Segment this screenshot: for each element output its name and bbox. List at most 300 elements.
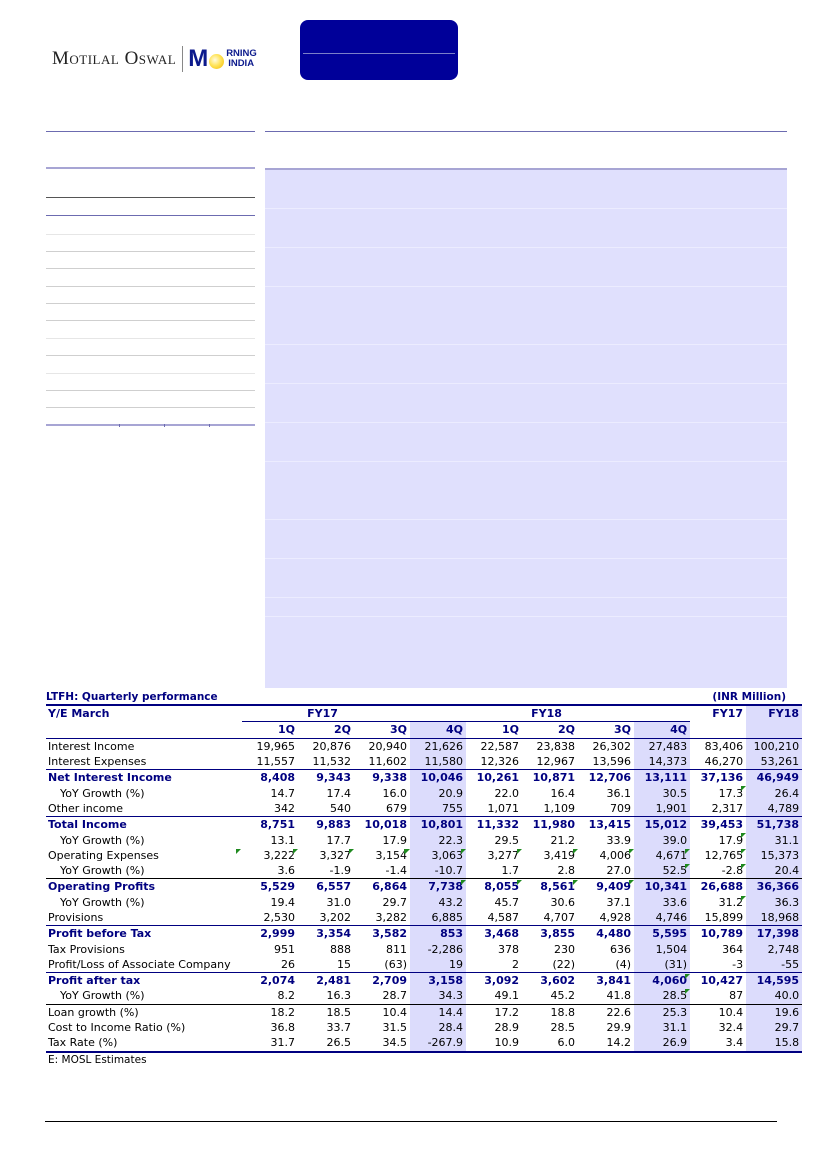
brand-divider <box>182 46 183 72</box>
cell-value: 28.5 <box>550 1021 576 1035</box>
cell-value: 52.5 <box>634 863 690 879</box>
quarter-header: 1Q <box>242 722 298 738</box>
cell-value: 15,899 <box>704 911 744 924</box>
left-table-rule <box>46 234 255 235</box>
table-row <box>46 957 802 973</box>
cell-value: 10.4 <box>690 1004 746 1020</box>
left-table-rule <box>46 303 255 304</box>
cell-value: 2,530 <box>263 911 295 924</box>
cell-value: 8,751 <box>242 817 298 833</box>
cell-value: 755 <box>410 801 466 817</box>
cell-value: 3,222 <box>242 848 298 863</box>
row-label: Tax Provisions <box>48 942 125 956</box>
cell-value: 87 <box>729 989 744 1003</box>
cell-value: 13.1 <box>270 833 295 847</box>
cell-value: 18.8 <box>522 1004 578 1020</box>
table-row <box>46 988 802 1004</box>
cell-value: 11,332 <box>466 817 522 833</box>
row-label: Profit before Tax <box>46 926 242 942</box>
cell-value: 2 <box>512 957 520 971</box>
cell-value: 31.2 <box>690 895 746 910</box>
cell-value: 53,261 <box>746 754 802 770</box>
left-table-rule <box>46 268 255 269</box>
cell-value: 29.7 <box>746 1020 802 1035</box>
cell-value: 11,980 <box>522 817 578 833</box>
cell-value: 2,074 <box>242 973 298 989</box>
cell-value: 29.5 <box>494 833 520 847</box>
cell-value: 2,481 <box>298 973 354 989</box>
cell-value: 2,748 <box>746 941 802 956</box>
cell-value: 10.9 <box>466 1035 522 1051</box>
cell-value: 3,354 <box>298 926 354 942</box>
cell-value: -1.9 <box>329 864 351 878</box>
table-row <box>46 738 802 754</box>
cell-value: 3,419 <box>522 848 578 863</box>
cell-value: 20,940 <box>354 738 410 754</box>
row-label: YoY Growth (%) <box>60 895 145 909</box>
cell-value: 10.4 <box>354 1004 410 1020</box>
cell-value: 14,595 <box>746 973 802 989</box>
cell-value: 3,202 <box>319 911 351 924</box>
cell-value: 15 <box>337 957 351 971</box>
cell-value: 3,855 <box>522 926 578 942</box>
cell-value: 3,327 <box>298 848 354 863</box>
row-label: Other income <box>48 801 124 815</box>
panel-row-divider <box>265 519 787 520</box>
cell-value: (63) <box>384 957 407 971</box>
cell-value: 19.4 <box>270 895 295 909</box>
cell-value: 28.7 <box>382 989 407 1003</box>
cell-value: 14,373 <box>634 754 690 770</box>
cell-value: 28.9 <box>494 1021 520 1035</box>
cell-value: 22.6 <box>578 1004 634 1020</box>
cell-value: -1.4 <box>385 864 407 878</box>
cell-value: 2,709 <box>354 973 410 989</box>
cell-value: 3,282 <box>375 911 407 924</box>
cell-value: 1,504 <box>634 941 690 956</box>
cell-value: 37.1 <box>606 895 632 909</box>
cell-value: 8,055 <box>466 879 522 895</box>
cell-value: -10.7 <box>410 863 466 879</box>
cell-value: 6,885 <box>410 910 466 926</box>
cell-value: 853 <box>410 926 466 942</box>
cell-value: 29.7 <box>382 895 407 909</box>
cell-value: 15.8 <box>746 1035 802 1051</box>
cell-value: 7,738 <box>410 879 466 895</box>
quarterly-table <box>46 704 802 1053</box>
cell-value: 6,864 <box>354 879 410 895</box>
cell-value: 33.7 <box>326 1021 351 1035</box>
cell-value: 3.6 <box>277 864 295 878</box>
cell-value: 27.0 <box>606 864 632 878</box>
table-row <box>46 863 802 879</box>
cell-value: 14.4 <box>410 1004 466 1020</box>
cell-value: 4,060 <box>634 973 690 989</box>
cell-value: 29.9 <box>606 1021 632 1035</box>
panel-row-divider <box>265 422 787 423</box>
cell-value: 17.4 <box>326 786 351 800</box>
cell-value: (31) <box>634 957 690 973</box>
quarter-header: 3Q <box>354 722 410 738</box>
cell-value: 3,468 <box>466 926 522 942</box>
cell-value: 28.5 <box>634 988 690 1004</box>
cell-value: 5,595 <box>634 926 690 942</box>
cell-value: 30.5 <box>634 785 690 800</box>
cell-value: 34.5 <box>354 1035 410 1051</box>
cell-value: 2,317 <box>711 801 744 815</box>
cell-value: 3.4 <box>690 1035 746 1051</box>
cell-value: 21.2 <box>550 833 576 847</box>
panel-row-divider <box>265 616 787 617</box>
cell-value: 21,626 <box>410 738 466 754</box>
group-header-fy18: FY18 <box>466 705 690 722</box>
cell-value: 10,341 <box>634 879 690 895</box>
left-table-rule <box>46 251 255 252</box>
brand-secondary-stack <box>225 49 257 69</box>
table-row <box>46 941 802 956</box>
row-label: Operating Profits <box>46 879 242 895</box>
cell-value: 4,587 <box>487 911 520 924</box>
table-row <box>46 848 802 863</box>
cell-value: 51,738 <box>746 817 802 833</box>
left-table-rule <box>46 407 255 408</box>
cell-value: 26,688 <box>690 879 746 895</box>
cell-value: 26 <box>281 957 295 971</box>
cell-value: 33.9 <box>606 833 632 847</box>
cell-value: 31.1 <box>746 832 802 847</box>
cell-value: 10,018 <box>354 817 410 833</box>
table-row <box>46 879 802 895</box>
quarterly-performance-table <box>46 690 800 1067</box>
row-label: Loan growth (%) <box>46 1004 242 1020</box>
cell-value: 25.3 <box>634 1004 690 1020</box>
header-row-years <box>46 705 802 722</box>
cell-value: 8.2 <box>277 989 295 1003</box>
cell-value: 27,483 <box>634 738 690 754</box>
brand-primary: Motilal Oswal <box>52 48 177 69</box>
table-row <box>46 801 802 817</box>
cell-value: 36,366 <box>746 879 802 895</box>
cell-value: 5,529 <box>242 879 298 895</box>
cell-value: 26.5 <box>298 1035 354 1051</box>
left-table-header-rule <box>46 167 255 169</box>
cell-value: 16.3 <box>326 989 351 1003</box>
cell-value: 11,532 <box>312 755 351 769</box>
cell-value: 31.0 <box>326 895 351 909</box>
cell-value: 8,408 <box>242 770 298 786</box>
cell-value: -267.9 <box>410 1035 466 1051</box>
quarter-header: 4Q <box>634 722 690 738</box>
cell-value: 14.7 <box>270 786 295 800</box>
row-label: YoY Growth (%) <box>60 833 145 847</box>
cell-value: 4,789 <box>746 801 802 817</box>
row-label: Net Interest Income <box>46 770 242 786</box>
table-row <box>46 1004 802 1020</box>
cell-value: 19 <box>410 957 466 973</box>
cell-value: (4) <box>615 957 632 971</box>
cell-value: 9,343 <box>298 770 354 786</box>
cell-value: 22.0 <box>494 786 520 800</box>
cell-value: 17.2 <box>466 1004 522 1020</box>
cell-value: 13,111 <box>634 770 690 786</box>
cell-value: 12,967 <box>536 755 576 769</box>
cell-value: 15,373 <box>746 848 802 863</box>
cell-value: 13,415 <box>578 817 634 833</box>
quarter-header: 2Q <box>522 722 578 738</box>
cell-value: 43.2 <box>410 895 466 910</box>
cell-value: 9,409 <box>578 879 634 895</box>
cell-value: 26.4 <box>746 785 802 800</box>
cell-value: 36.8 <box>270 1021 295 1035</box>
table-row <box>46 754 802 770</box>
footer-rule <box>45 1121 777 1122</box>
cell-value: 28.4 <box>410 1020 466 1035</box>
cell-value: 10,789 <box>690 926 746 942</box>
cell-value: 17.9 <box>382 833 407 847</box>
header-title-divider <box>303 53 455 54</box>
cell-value: 8,561 <box>522 879 578 895</box>
cell-value: 13,596 <box>592 755 632 769</box>
cell-value: 45.7 <box>494 895 520 909</box>
cell-value: 3,063 <box>410 848 466 863</box>
quarter-header: 2Q <box>298 722 354 738</box>
cell-value: 10,427 <box>690 973 746 989</box>
cell-value: 20.4 <box>746 863 802 879</box>
table-row <box>46 973 802 989</box>
left-table-rule <box>46 197 255 198</box>
cell-value: 34.3 <box>410 988 466 1004</box>
cell-value: 17.3 <box>690 785 746 800</box>
row-label: Tax Rate (%) <box>46 1035 242 1051</box>
cell-value: 4,746 <box>634 910 690 926</box>
row-label: YoY Growth (%) <box>60 786 145 800</box>
quarter-header: 4Q <box>410 722 466 738</box>
cell-value: 45.2 <box>550 989 576 1003</box>
cell-value: 17.9 <box>690 832 746 847</box>
panel-row-divider <box>265 286 787 287</box>
header-row-quarters <box>46 722 802 738</box>
cell-value: 679 <box>386 801 407 815</box>
right-panel-top-rule <box>265 131 787 132</box>
cell-value: 17,398 <box>746 926 802 942</box>
cell-value: 709 <box>610 801 632 815</box>
right-shaded-panel <box>265 168 787 688</box>
cell-value: 39.0 <box>634 832 690 847</box>
cell-value: 20,876 <box>298 738 354 754</box>
annual-header-fy17: FY17 <box>690 705 746 722</box>
table-footnote: E: MOSL Estimates <box>48 1053 147 1066</box>
cell-value: 6.0 <box>522 1035 578 1051</box>
cell-value: 2.8 <box>557 864 576 878</box>
table-row <box>46 926 802 942</box>
row-label: Interest Expenses <box>48 755 147 769</box>
left-table-rule <box>46 338 255 339</box>
cell-value: (22) <box>552 957 576 971</box>
cell-value: 41.8 <box>606 989 632 1003</box>
cell-value: 1,109 <box>543 801 576 815</box>
cell-value: 1,901 <box>634 801 690 817</box>
table-row <box>46 910 802 926</box>
cell-value: 33.6 <box>634 895 690 910</box>
cell-value: 46,949 <box>746 770 802 786</box>
cell-value: 3,582 <box>354 926 410 942</box>
table-unit: (INR Million) <box>712 691 786 703</box>
cell-value: 4,480 <box>578 926 634 942</box>
row-label: Total Income <box>46 817 242 833</box>
table-row <box>46 785 802 800</box>
cell-value: 3,277 <box>466 848 522 863</box>
cell-value: 9,338 <box>354 770 410 786</box>
cell-value: 888 <box>330 942 351 956</box>
cell-value: 811 <box>386 942 407 956</box>
cell-value: 230 <box>554 942 576 956</box>
panel-row-divider <box>265 247 787 248</box>
row-label: YoY Growth (%) <box>60 989 145 1003</box>
cell-value: 2,999 <box>242 926 298 942</box>
brand-logo <box>52 44 257 74</box>
panel-row-divider <box>265 344 787 345</box>
table-row <box>46 1035 802 1051</box>
row-label: Operating Expenses <box>48 848 159 862</box>
cell-value: 16.0 <box>382 786 407 800</box>
cell-value: 36.3 <box>746 895 802 910</box>
left-table-rule <box>46 320 255 321</box>
sun-icon <box>209 54 224 69</box>
cell-value: 12,765 <box>690 848 746 863</box>
cell-value: 9,883 <box>298 817 354 833</box>
cell-value: 3,092 <box>466 973 522 989</box>
cell-value: 18.2 <box>242 1004 298 1020</box>
cell-value: 17.7 <box>326 833 351 847</box>
panel-row-divider <box>265 597 787 598</box>
cell-value: 11,557 <box>256 755 295 769</box>
cell-value: 39,453 <box>690 817 746 833</box>
cell-value: 540 <box>330 801 351 815</box>
cell-value: 26,302 <box>578 738 634 754</box>
cell-value: 46,270 <box>704 755 744 769</box>
group-header-fy17: FY17 <box>242 705 466 722</box>
row-label: Profit after tax <box>46 973 242 989</box>
row-label: Profit/Loss of Associate Company <box>48 957 231 971</box>
table-row <box>46 817 802 833</box>
row-label: Cost to Income Ratio (%) <box>48 1021 186 1035</box>
cell-value: 31.7 <box>242 1035 298 1051</box>
panel-row-divider <box>265 208 787 209</box>
cell-value: 4,671 <box>634 848 690 863</box>
cell-value: 378 <box>498 942 520 956</box>
cell-value: 10,801 <box>410 817 466 833</box>
cell-value: 31.1 <box>634 1020 690 1035</box>
cell-value: 11,580 <box>410 754 466 770</box>
annual-header-fy18: FY18 <box>746 705 802 722</box>
row-header-label: Y/E March <box>46 705 242 722</box>
cell-value: 16.4 <box>550 786 576 800</box>
cell-value: 4,707 <box>543 911 576 924</box>
table-row <box>46 832 802 847</box>
left-table-rule <box>46 286 255 287</box>
cell-value: 49.1 <box>494 989 520 1003</box>
cell-value: 3,154 <box>354 848 410 863</box>
cell-value: 83,406 <box>690 738 746 754</box>
cell-value: 10,046 <box>410 770 466 786</box>
left-table-top-rule <box>46 131 255 132</box>
cell-value: 3,158 <box>410 973 466 989</box>
cell-value: 18,968 <box>746 910 802 926</box>
panel-row-divider <box>265 383 787 384</box>
cell-value: 14.2 <box>578 1035 634 1051</box>
row-label: Interest Income <box>46 738 242 754</box>
left-table-rule <box>46 215 255 216</box>
cell-value: 40.0 <box>746 988 802 1004</box>
cell-value: 4,928 <box>599 911 632 924</box>
cell-value: -3 <box>732 957 744 971</box>
row-label: Provisions <box>48 911 104 924</box>
panel-row-divider <box>265 461 787 462</box>
cell-value: 19.6 <box>746 1004 802 1020</box>
panel-row-divider <box>265 558 787 559</box>
cell-value: 3,602 <box>522 973 578 989</box>
cell-value: 18.5 <box>298 1004 354 1020</box>
cell-value: 4,006 <box>578 848 634 863</box>
cell-value: 36.1 <box>606 786 632 800</box>
left-table-rule <box>46 355 255 356</box>
cell-value: 11,602 <box>368 755 407 769</box>
quarter-header: 3Q <box>578 722 634 738</box>
cell-value: 100,210 <box>746 738 802 754</box>
cell-value: 15,012 <box>634 817 690 833</box>
cell-value: 1,071 <box>487 801 520 815</box>
cell-value: 951 <box>274 942 295 956</box>
cell-value: 1.7 <box>501 864 520 878</box>
cell-value: 10,871 <box>522 770 578 786</box>
brand-secondary-bottom: INDIA <box>228 58 255 69</box>
row-label: YoY Growth (%) <box>60 864 145 878</box>
brand-secondary-m: M <box>188 45 209 72</box>
cell-value: 6,557 <box>298 879 354 895</box>
quarter-header: 1Q <box>466 722 522 738</box>
cell-value: 23,838 <box>522 738 578 754</box>
cell-value: 342 <box>274 801 295 815</box>
table-row <box>46 770 802 786</box>
left-table-column-ticks <box>46 424 255 427</box>
cell-value: -2,286 <box>410 941 466 956</box>
cell-value: 20.9 <box>410 785 466 800</box>
cell-value: 10,261 <box>466 770 522 786</box>
cell-value: 37,136 <box>690 770 746 786</box>
cell-value: 12,706 <box>578 770 634 786</box>
cell-value: 22,587 <box>466 738 522 754</box>
left-table-rule <box>46 373 255 374</box>
table-caption: LTFH: Quarterly performance <box>46 691 218 703</box>
header-title-box <box>300 20 458 80</box>
brand-secondary-top: RNING <box>226 48 257 59</box>
cell-value: 31.5 <box>382 1021 407 1035</box>
cell-value: 19,965 <box>242 738 298 754</box>
left-table-rule <box>46 390 255 391</box>
table-row <box>46 1020 802 1035</box>
cell-value: 3,841 <box>578 973 634 989</box>
cell-value: -55 <box>746 957 802 973</box>
cell-value: 26.9 <box>634 1035 690 1051</box>
cell-value: -2.8 <box>690 863 746 879</box>
table-row <box>46 895 802 910</box>
cell-value: 30.6 <box>550 895 576 909</box>
cell-value: 32.4 <box>718 1021 744 1035</box>
cell-value: 364 <box>722 942 744 956</box>
cell-value: 22.3 <box>410 832 466 847</box>
cell-value: 12,326 <box>480 755 520 769</box>
cell-value: 636 <box>610 942 632 956</box>
